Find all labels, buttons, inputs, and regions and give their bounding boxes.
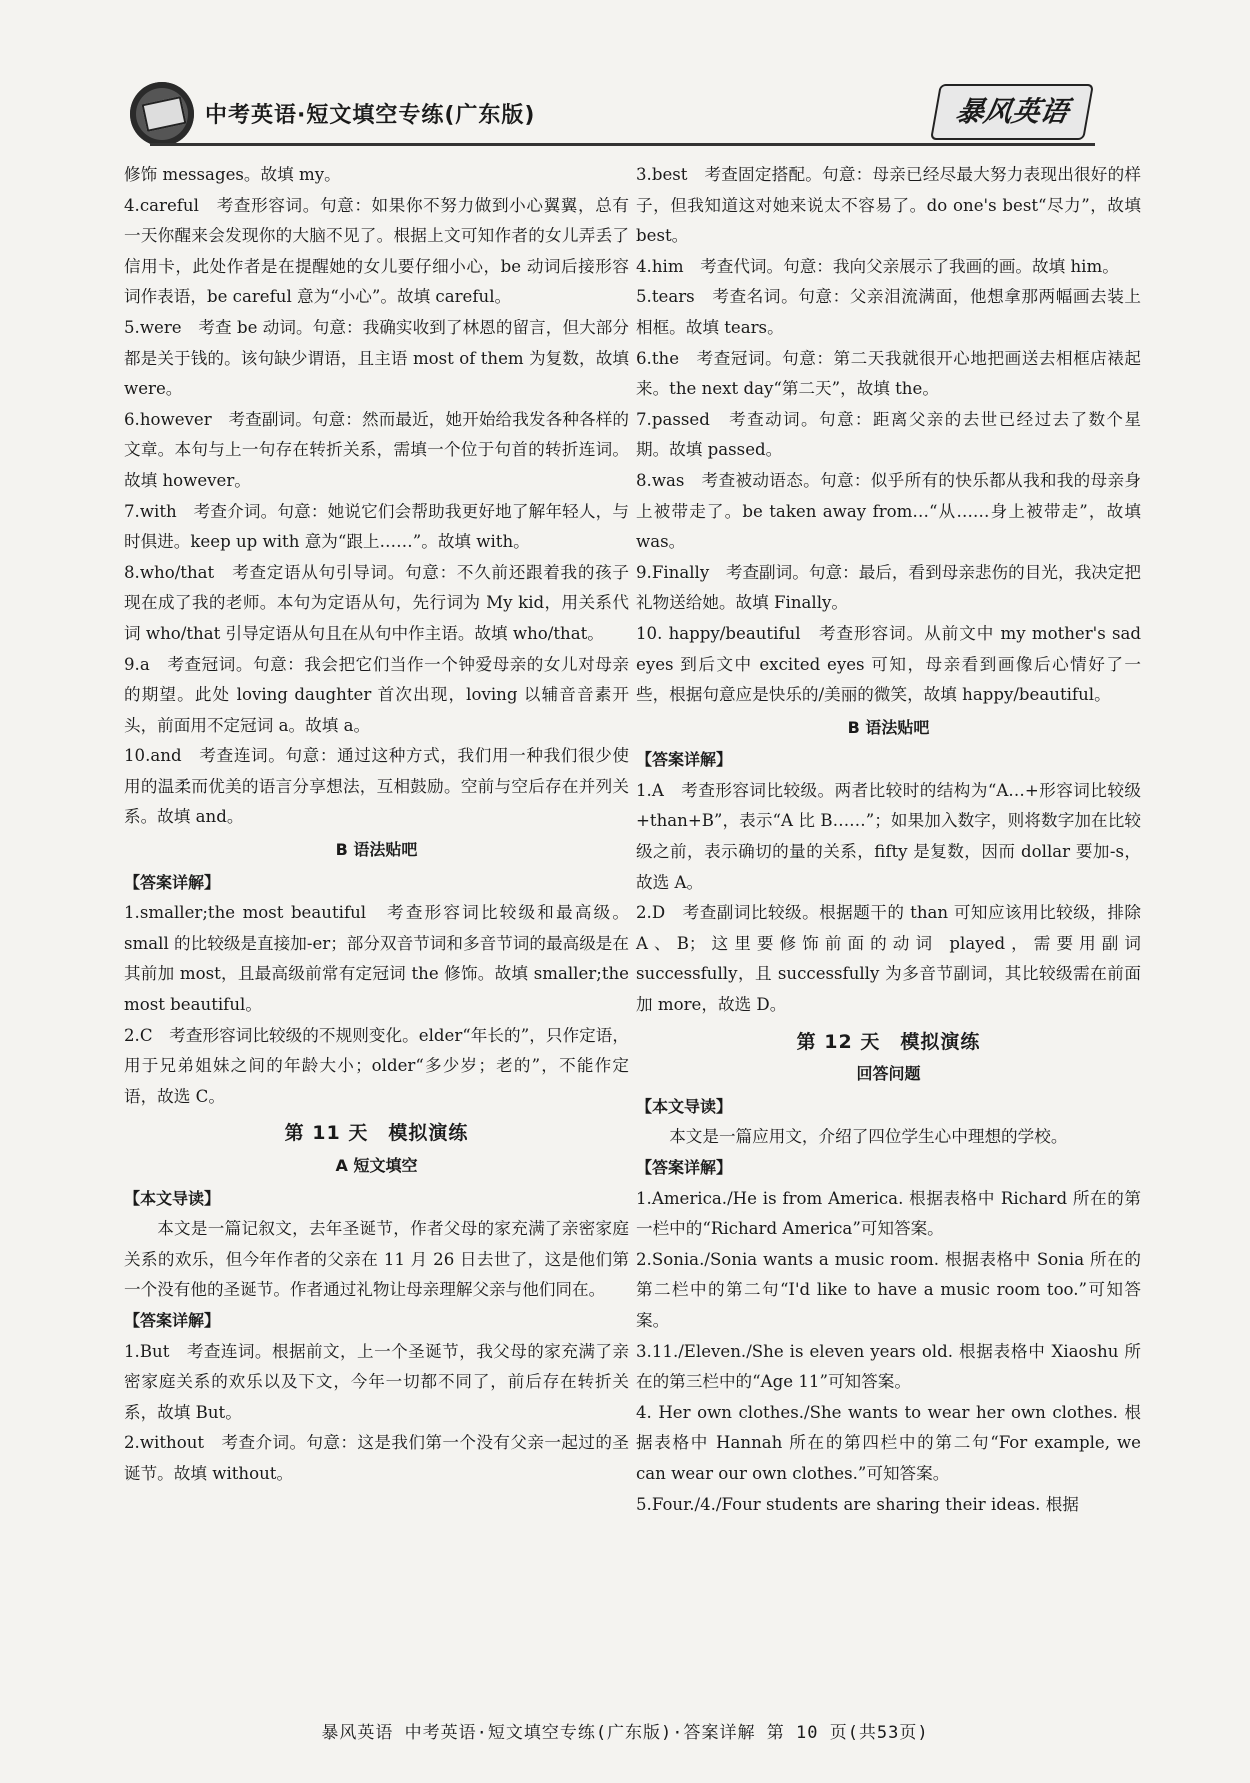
section-subheading: B 语法贴吧 [335,840,418,860]
answer-paragraph: 4.him 考查代词。句意：我向父亲展示了我画的画。故填 him。 [636,256,1119,276]
intro-paragraph: 本文是一篇应用文，介绍了四位学生心中理想的学校。 [669,1127,1068,1147]
answer-paragraph: 7.with 考查介词。句意：她说它们会帮助我更好地了解年轻人，与时俱进。keep up with 意为“跟上……”。故填 with。 [124,501,629,552]
answer-paragraph: 2.without 考查介词。句意：这是我们第一个没有父亲一起过的圣诞节。故填 without。 [124,1433,629,1483]
answer-paragraph: 3.best 考查固定搭配。句意：母亲已经尽最大努力表现出很好的样子，但我知道这对她来说太不容易了。do one's best“尽力”，故填 best。 [636,165,1141,246]
answer-paragraph: 3.11./Eleven./She is eleven years old. 根据表格中 Xiaoshu 所在的第三栏中的“Age 11”可知答案。 [636,1341,1141,1392]
answer-paragraph: 1.But 考查连词。根据前文，上一个圣诞节，我父母的家充满了亲密家庭关系的欢乐以及下文，今年一切都不同了，前后存在转折关系，故填 But。 [124,1341,629,1422]
answer-paragraph: 6.however 考查副词。句意：然而最近，她开始给我发各种各样的文章。本句与上一句存在转折关系，需填一个位于句首的转折连词。故填 however。 [124,409,629,490]
answer-paragraph: 2.D 考查副词比较级。根据题干的 than 可知应该用比较级，排除 A、B；这里要修饰前面的动词 played，需要用副词 successfully，且 successfully 为多音节副词，其比较级需在前面加 more，故选 D。 [636,903,1141,1015]
answer-paragraph: 修饰 messages。故填 my。 [124,165,341,184]
page-footer: 暴风英语 中考英语·短文填空专练(广东版)·答案详解 第 10 页(共53页) [321,1723,929,1743]
page-header [0,0,1250,150]
header-title: 中考英语·短文填空专练(广东版) [205,103,536,128]
answer-paragraph: 1.America./He is from America. 根据表格中 Richard 所在的第一栏中的“Richard America”可知答案。 [636,1188,1141,1239]
section-label: 【答案详解】 [124,872,221,892]
answer-paragraph: 10.and 考查连词。句意：通过这种方式，我们用一种我们很少使用的温柔而优美的语言分享想法，互相鼓励。空前与空后存在并列关系。故填 and。 [124,746,629,827]
answer-paragraph: 10. happy/beautiful 考查形容词。从前文中 my mother's sad eyes 到后文中 excited eyes 可知，母亲看到画像后心情好了一些，根据句意应是快乐的/美丽的微笑，故填 happy/beautiful。 [636,623,1141,705]
header-divider [150,143,1095,146]
answer-paragraph: 8.was 考查被动语态。句意：似乎所有的快乐都从我和我的母亲身上被带走了。be taken away from…“从……身上被带走”，故填 was。 [636,470,1141,552]
answer-paragraph: 5.were 考查 be 动词。句意：我确实收到了林恩的留言，但大部分都是关于钱的。该句缺少谓语，且主语 most of them 为复数，故填 were。 [124,317,629,399]
answer-paragraph: 5.tears 考查名词。句意：父亲泪流满面，他想拿那两幅画去装上相框。故填 tears。 [636,287,1141,337]
answer-paragraph: 5.Four./4./Four students are sharing their ideas. 根据 [636,1494,1079,1514]
answer-paragraph: 1.smaller;the most beautiful 考查形容词比较级和最高级。small 的比较级是直接加-er；部分双音节词和多音节词的最高级是在其前加 most，且最高级前常有定冠词 the 修饰。故填 smaller;the most beautiful。 [124,903,629,1015]
left-column [124,160,629,1490]
book-logo-icon [130,82,194,146]
answer-paragraph: 1.A 考查形容词比较级。两者比较时的结构为“A…+形容词比较级+than+B”，表示“A 比 B……”；如果加入数字，则将数字加在比较级之前，表示确切的量的关系，fifty 是复数，因而 dollar 要加-s，故选 A。 [636,780,1141,892]
section-subheading: A 短文填空 [335,1156,418,1175]
section-label: 【答案详解】 [636,1158,733,1177]
section-label: 【本文导读】 [124,1188,221,1208]
section-subheading: 回答问题 [856,1064,921,1084]
answer-paragraph: 8.who/that 考查定语从句引导词。句意：不久前还跟着我的孩子现在成了我的老师。本句为定语从句，先行词为 My kid，用关系代词 who/that 引导定语从句且在从句中作主语。故填 who/that。 [124,562,629,643]
answer-paragraph: 6.the 考查冠词。句意：第二天我就很开心地把画送去相框店裱起来。the next day“第二天”，故填 the。 [636,348,1141,399]
day-heading: 第 12 天 模拟演练 [796,1030,981,1053]
answer-paragraph: 9.Finally 考查副词。句意：最后，看到母亲悲伤的目光，我决定把礼物送给她。故填 Finally。 [636,562,1141,613]
section-label: 【答案详解】 [636,750,733,770]
right-column [636,160,1141,1520]
brand-logo: 暴风英语 [930,84,1094,140]
answer-paragraph: 2.C 考查形容词比较级的不规则变化。elder“年长的”，只作定语，用于兄弟姐妹之间的年龄大小；older“多少岁；老的”，不能作定语，故选 C。 [124,1025,629,1106]
section-label: 【本文导读】 [636,1096,733,1116]
answer-paragraph: 4. Her own clothes./She wants to wear her own clothes. 根据表格中 Hannah 所在的第四栏中的第二句“For example, we can wear our own clothes.”可知答案。 [636,1402,1141,1483]
answer-paragraph: 2.Sonia./Sonia wants a music room. 根据表格中 Sonia 所在的第二栏中的第二句“I'd like to have a music room too.”可知答案。 [636,1249,1141,1330]
section-label: 【答案详解】 [124,1310,221,1330]
section-subheading: B 语法贴吧 [847,717,930,737]
answer-paragraph: 9.a 考查冠词。句意：我会把它们当作一个钟爱母亲的女儿对母亲的期望。此处 loving daughter 首次出现，loving 以辅音音素开头，前面用不定冠词 a。故填 a。 [124,654,629,735]
answer-paragraph: 7.passed 考查动词。句意：距离父亲的去世已经过去了数个星期。故填 passed。 [636,409,1141,460]
day-heading: 第 11 天 模拟演练 [284,1122,469,1145]
intro-paragraph: 本文是一篇记叙文，去年圣诞节，作者父母的家充满了亲密家庭关系的欢乐，但今年作者的父亲在 11 月 26 日去世了，这是他们第一个没有他的圣诞节。作者通过礼物让母亲理解父亲与他们同在。 [124,1219,629,1300]
answer-paragraph: 4.careful 考查形容词。句意：如果你不努力做到小心翼翼，总有一天你醒来会发现你的大脑不见了。根据上文可知作者的女儿弄丢了信用卡，此处作者是在提醒她的女儿要仔细小心，be 动词后接形容词作表语，be careful 意为“小心”。故填 careful。 [124,195,629,307]
